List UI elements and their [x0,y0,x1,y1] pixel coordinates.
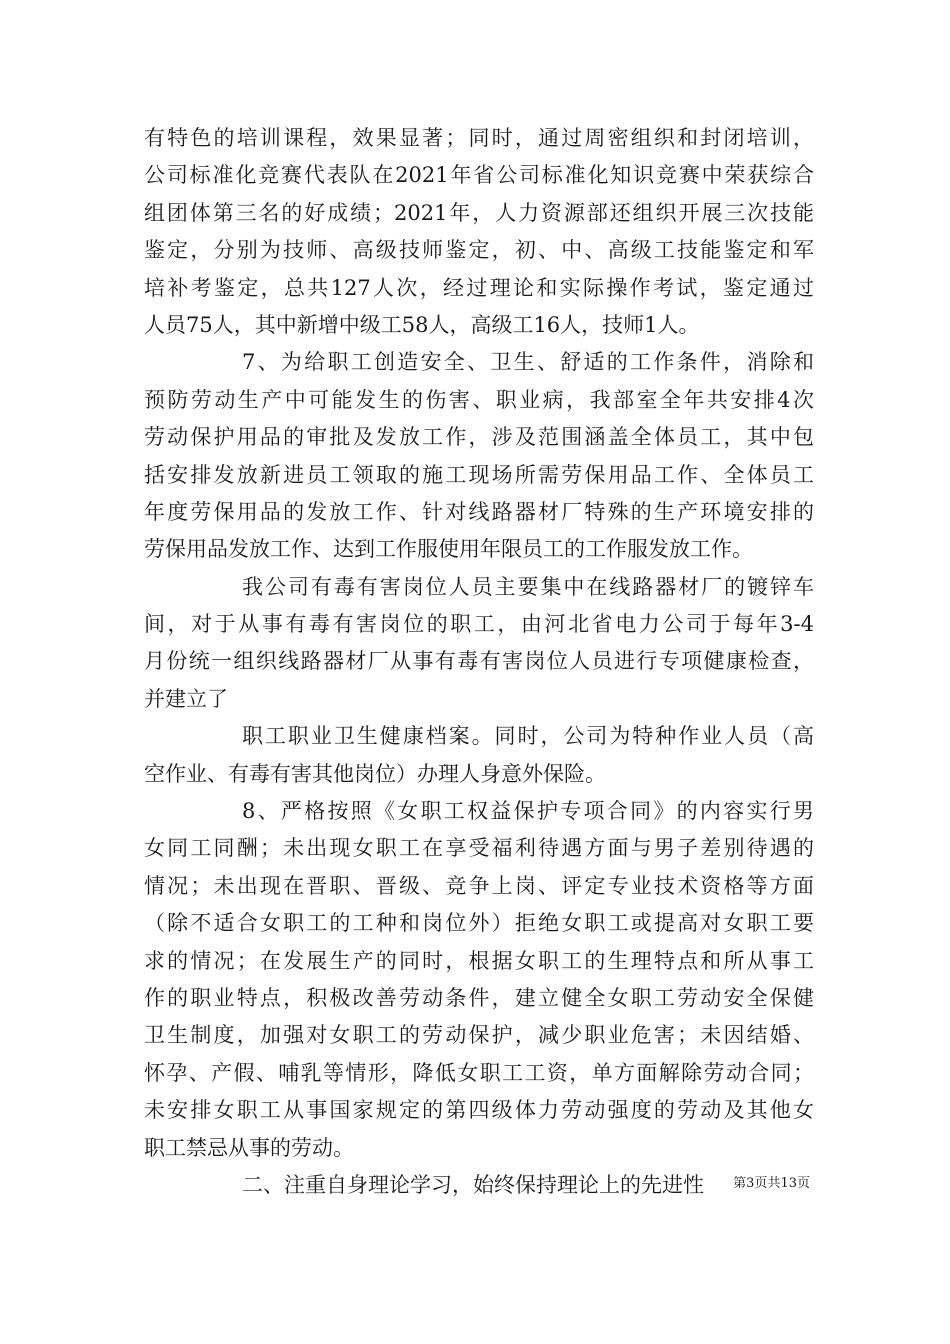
text-line: 卫生制度，加强对女职工的劳动保护，减少职业危害；未因结婚、 [144,1023,814,1048]
text-line: 我公司有毒有害岗位人员主要集中在线路器材厂的镀锌车 [242,574,814,599]
text-line: 组团体第三名的好成绩；2021年，人力资源部还组织开展三次技能 [144,200,814,225]
text-line: 女同工同酬；未出现女职工在享受福利待遇方面与男子差别待遇的 [144,836,814,861]
text-line: 7、为给职工创造安全、卫生、舒适的工作条件，消除和 [242,350,814,375]
paragraph-hazardous-positions [144,569,814,719]
text-line: 鉴定，分别为技师、高级技师鉴定，初、中、高级工技能鉴定和军 [144,238,814,263]
text-line: 人员75人，其中新增中级工58人，高级工16人，技师1人。 [144,312,700,337]
text-line: 括安排发放新进员工领取的施工现场所需劳保用品工作、全体员工 [144,462,814,487]
text-line: 8、严格按照《女职工权益保护专项合同》的内容实行男 [242,799,814,824]
text-line: 有特色的培训课程，效果显著；同时，通过周密组织和封闭培训， [144,126,814,150]
text-line: 作的职业特点，积极改善劳动条件，建立健全女职工劳动安全保健 [144,985,814,1010]
text-line: 怀孕、产假、哺乳等情形，降低女职工工资，单方面解除劳动合同； [144,1060,814,1085]
paragraph-item-7 [144,344,814,568]
text-line: （除不适合女职工的工种和岗位外）拒绝女职工或提高对女职工要 [144,911,814,936]
paragraph-item-8 [144,793,814,1167]
text-line: 间，对于从事有毒有害岗位的职工，由河北省电力公司于每年3-4 [144,612,814,637]
text-line: 未安排女职工从事国家规定的第四级体力劳动强度的劳动及其他女 [144,1098,814,1123]
text-line: 劳动保护用品的审批及发放工作，涉及范围涵盖全体员工，其中包 [144,425,814,450]
text-line: 劳保用品发放工作、达到工作服使用年限员工的工作服发放工作。 [144,537,753,562]
text-line: 空作业、有毒有害其他岗位）办理人身意外保险。 [144,761,606,786]
heading-line: 二、注重自身理论学习，始终保持理论上的先进性 [242,1172,704,1197]
text-line: 预防劳动生产中可能发生的伤害、职业病，我部室全年共安排4次 [144,387,814,412]
paragraph-health-records [144,718,814,793]
text-line: 求的情况；在发展生产的同时，根据女职工的生理特点和所从事工 [144,948,814,973]
text-line: 培补考鉴定，总共127人次，经过理论和实际操作考试，鉴定通过 [144,275,814,300]
text-line: 并建立了 [144,686,228,711]
text-line: 公司标准化竞赛代表队在2021年省公司标准化知识竞赛中荣获综合 [144,163,814,188]
body-text [144,120,814,1204]
text-line: 月份统一组织线路器材厂从事有毒有害岗位人员进行专项健康检查， [144,649,814,674]
text-line: 职工禁忌从事的劳动。 [144,1135,354,1160]
page-number: 第3页共13页 [733,1176,810,1191]
text-line: 情况；未出现在晋职、晋级、竞争上岗、评定专业技术资格等方面 [144,873,814,898]
text-line: 年度劳保用品的发放工作、针对线路器材厂特殊的生产环境安排的 [144,499,814,524]
paragraph-training [144,120,814,344]
text-line: 职工职业卫生健康档案。同时，公司为特种作业人员（高 [242,724,814,749]
